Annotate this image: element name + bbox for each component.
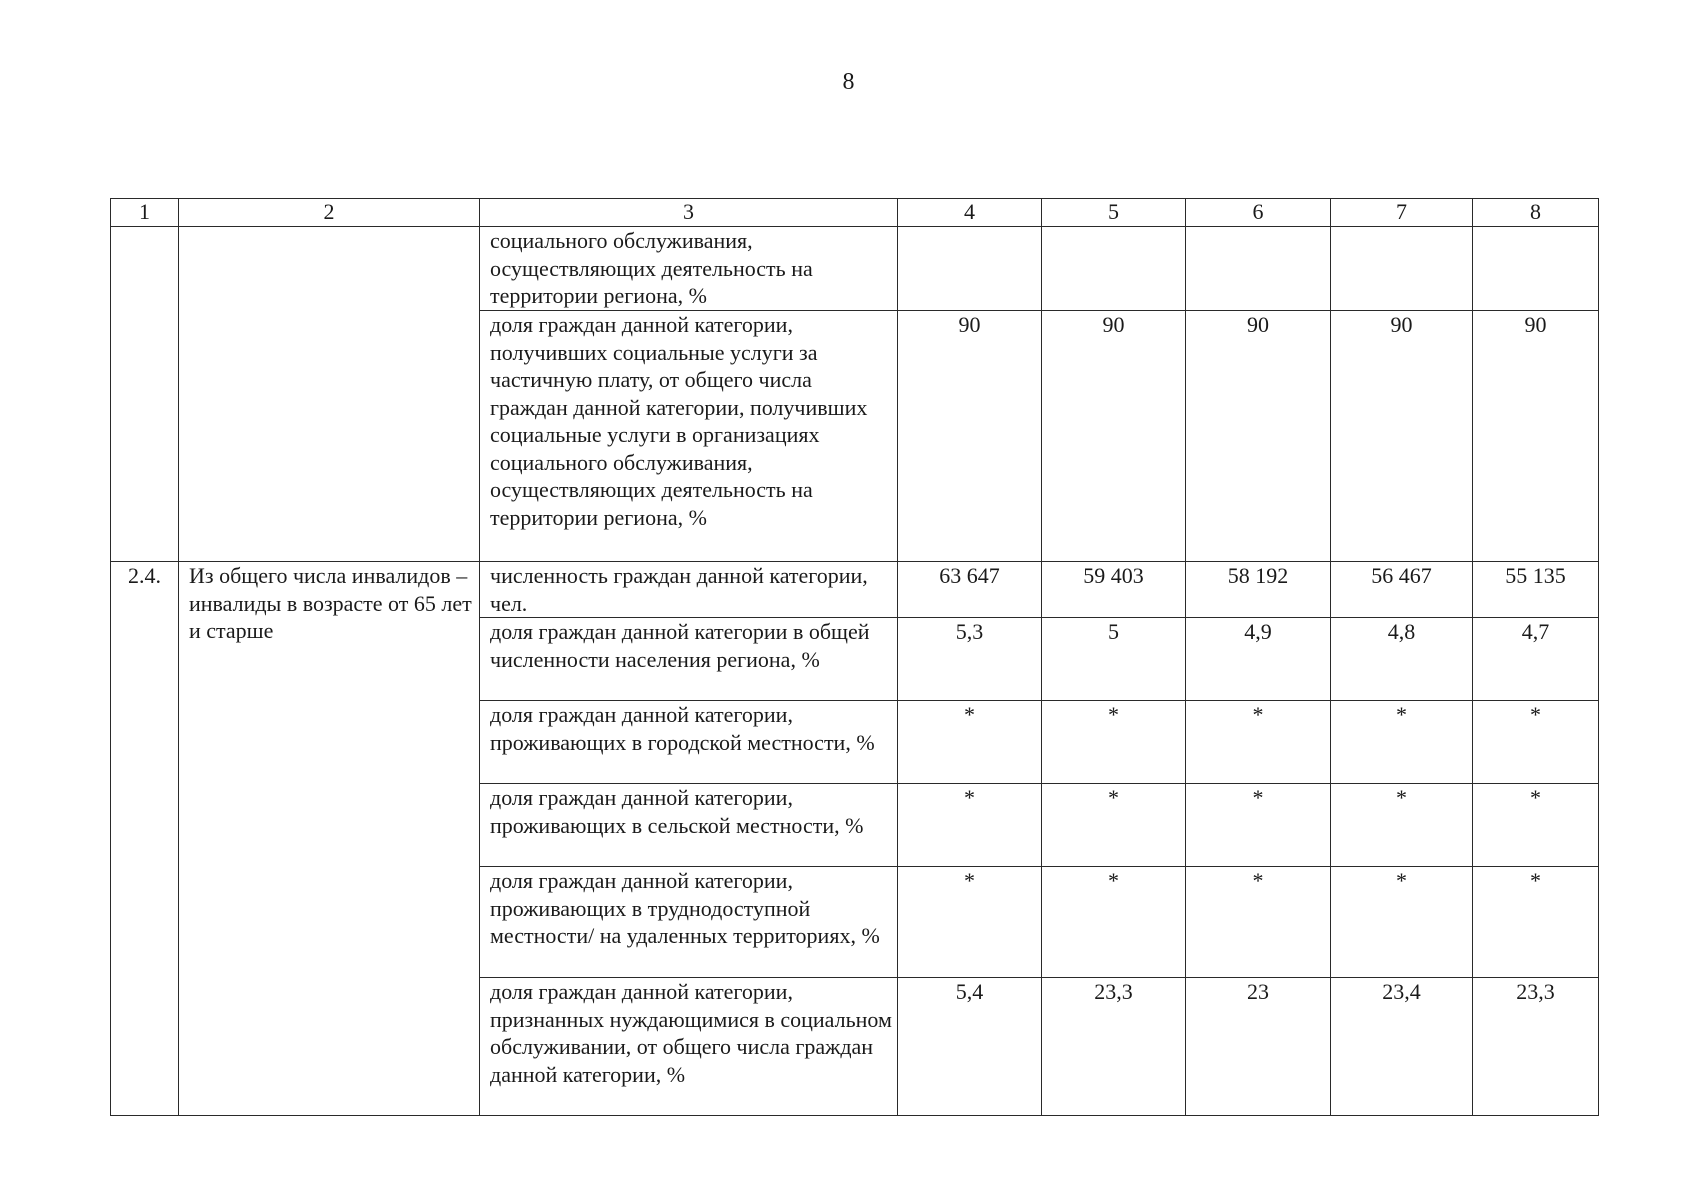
header-cell-3: 3 <box>480 199 898 227</box>
value-cell-col5 <box>1042 227 1186 311</box>
value-cell-col5: 90 <box>1042 311 1186 562</box>
value-cell-col8: 4,7 <box>1473 618 1599 701</box>
category-cell <box>179 227 480 562</box>
value-cell-col7: 4,8 <box>1331 618 1473 701</box>
page-number: 8 <box>842 69 855 95</box>
indicator-cell: доля граждан данной категории, проживающих в городской местности, % <box>480 701 898 784</box>
indicator-cell: доля граждан данной категории, получивших социальные услуги за частичную плату, от общего числа граждан данной категории, получивших социальные услуги в организациях социального обслуживания, осуществляющих деятельность на территории региона, % <box>480 311 898 562</box>
value-cell-col7: 56 467 <box>1331 562 1473 618</box>
header-cell-4: 4 <box>898 199 1042 227</box>
value-cell-col8 <box>1473 227 1599 311</box>
value-cell-col7: 23,4 <box>1331 978 1473 1116</box>
value-cell-col4: 5,4 <box>898 978 1042 1116</box>
value-cell-col4: * <box>898 784 1042 867</box>
value-cell-col7 <box>1331 227 1473 311</box>
value-cell-col8: 90 <box>1473 311 1599 562</box>
value-cell-col5: * <box>1042 784 1186 867</box>
value-cell-col8: 23,3 <box>1473 978 1599 1116</box>
value-cell-col7: * <box>1331 701 1473 784</box>
header-cell-1: 1 <box>111 199 179 227</box>
table-row <box>111 227 1599 311</box>
header-cell-2: 2 <box>179 199 480 227</box>
value-cell-col4 <box>898 227 1042 311</box>
value-cell-col5: * <box>1042 867 1186 978</box>
value-cell-col6: * <box>1186 867 1331 978</box>
value-cell-col4: * <box>898 867 1042 978</box>
value-cell-col8: * <box>1473 867 1599 978</box>
indicator-cell: социального обслуживания, осуществляющих деятельность на территории региона, % <box>480 227 898 311</box>
table-header-row <box>111 199 1599 227</box>
indicator-cell: доля граждан данной категории, признанных нуждающимися в социальном обслуживании, от общего числа граждан данной категории, % <box>480 978 898 1116</box>
section-number-cell: 2.4. <box>111 562 179 1116</box>
value-cell-col4: 5,3 <box>898 618 1042 701</box>
value-cell-col6: 23 <box>1186 978 1331 1116</box>
value-cell-col4: * <box>898 701 1042 784</box>
data-table <box>110 198 1599 1116</box>
row-number-cell <box>111 227 179 562</box>
header-cell-8: 8 <box>1473 199 1599 227</box>
value-cell-col8: 55 135 <box>1473 562 1599 618</box>
header-cell-6: 6 <box>1186 199 1331 227</box>
value-cell-col6: 58 192 <box>1186 562 1331 618</box>
indicator-cell: численность граждан данной категории, чел. <box>480 562 898 618</box>
section-title-cell: Из общего числа инвалидов – инвалиды в возрасте от 65 лет и старше <box>179 562 480 1116</box>
value-cell-col6: * <box>1186 784 1331 867</box>
value-cell-col5: 23,3 <box>1042 978 1186 1116</box>
value-cell-col5: 5 <box>1042 618 1186 701</box>
value-cell-col6: 90 <box>1186 311 1331 562</box>
value-cell-col7: 90 <box>1331 311 1473 562</box>
value-cell-col6: * <box>1186 701 1331 784</box>
value-cell-col6: 4,9 <box>1186 618 1331 701</box>
header-cell-5: 5 <box>1042 199 1186 227</box>
value-cell-col4: 63 647 <box>898 562 1042 618</box>
header-cell-7: 7 <box>1331 199 1473 227</box>
indicator-cell: доля граждан данной категории, проживающих в труднодоступной местности/ на удаленных территориях, % <box>480 867 898 978</box>
value-cell-col4: 90 <box>898 311 1042 562</box>
table-row <box>111 562 1599 618</box>
value-cell-col7: * <box>1331 867 1473 978</box>
indicator-cell: доля граждан данной категории в общей численности населения региона, % <box>480 618 898 701</box>
value-cell-col5: * <box>1042 701 1186 784</box>
value-cell-col7: * <box>1331 784 1473 867</box>
indicator-cell: доля граждан данной категории, проживающих в сельской местности, % <box>480 784 898 867</box>
value-cell-col8: * <box>1473 701 1599 784</box>
value-cell-col6 <box>1186 227 1331 311</box>
value-cell-col8: * <box>1473 784 1599 867</box>
value-cell-col5: 59 403 <box>1042 562 1186 618</box>
